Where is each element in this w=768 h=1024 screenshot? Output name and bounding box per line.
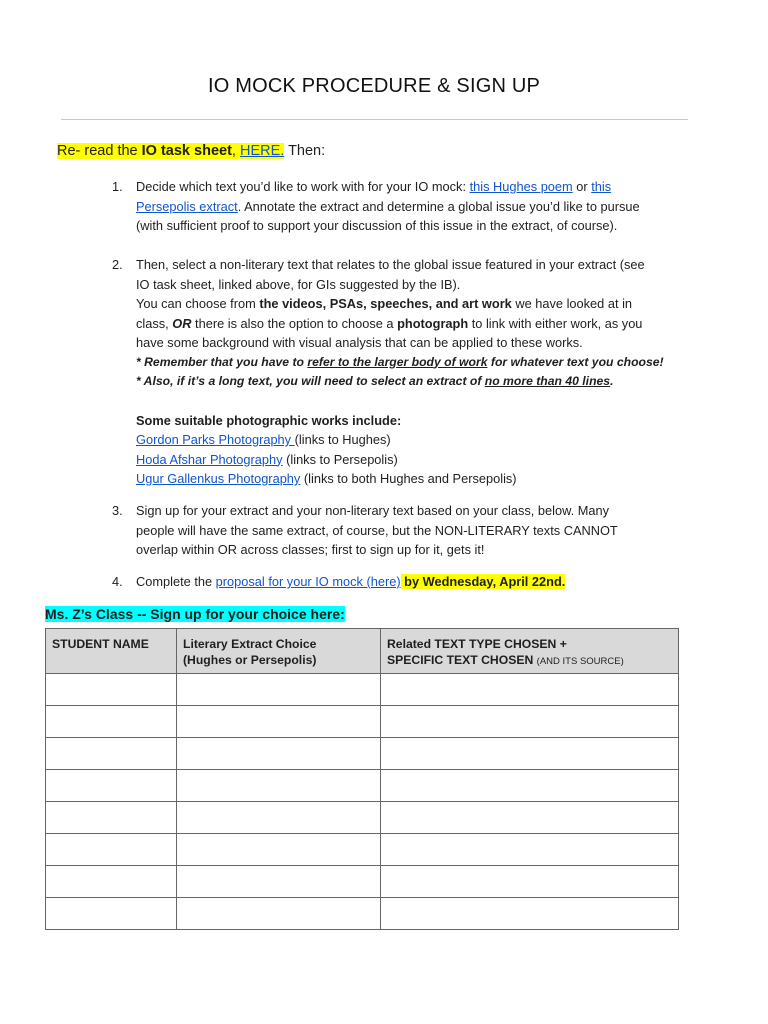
section-heading — [45, 604, 345, 624]
step-2-line-2: IO task sheet, linked above, for GIs suggested by the IB). — [136, 276, 461, 292]
literary-choice-cell[interactable] — [177, 802, 381, 834]
related-text-cell[interactable] — [381, 866, 679, 898]
photo-item-1 — [136, 430, 696, 450]
link-either-text: to link with either work, as you — [468, 315, 643, 331]
intro-line — [57, 142, 325, 160]
step-4-line-1 — [136, 572, 696, 592]
student-name-cell[interactable] — [46, 802, 177, 834]
step-2-line-3 — [136, 294, 696, 314]
step-1-number: 1. — [112, 179, 123, 194]
step-1-line-1 — [136, 177, 696, 197]
step-1-annotate: . Annotate the extract and determine a global issue you’d like to pursue — [237, 198, 640, 214]
literary-choice-cell[interactable] — [177, 706, 381, 738]
photo-item-3 — [136, 469, 696, 489]
choose-from-text: You can choose from — [136, 296, 260, 311]
step-2-number: 2. — [112, 257, 123, 272]
literary-choice-cell[interactable] — [177, 674, 381, 706]
gordon-parks-link[interactable]: Gordon Parks Photography — [136, 432, 295, 447]
header-specific-text: SPECIFIC TEXT CHOSEN — [387, 653, 534, 667]
note-1-underlined: refer to the larger body of work — [307, 354, 488, 369]
table-row — [46, 834, 679, 866]
step-1-or: or — [572, 179, 592, 194]
step-2-line-4 — [136, 314, 696, 334]
table-row — [46, 706, 679, 738]
literary-choice-cell[interactable] — [177, 770, 381, 802]
proposal-link[interactable]: proposal for your IO mock (here) — [215, 574, 401, 589]
related-text-cell[interactable] — [381, 770, 679, 802]
photograph-emphasis: photograph — [397, 315, 469, 331]
student-name-cell[interactable] — [46, 834, 177, 866]
spacer — [136, 392, 696, 411]
or-emphasis: OR — [172, 315, 192, 331]
student-name-cell[interactable] — [46, 898, 177, 930]
persepolis-link-part-1[interactable]: this — [591, 179, 612, 194]
note-larger-body — [136, 353, 696, 373]
student-name-cell[interactable] — [46, 866, 177, 898]
table-body — [46, 674, 679, 930]
task-sheet-link[interactable]: HERE. — [239, 143, 285, 159]
intro-suffix: Then: — [284, 143, 326, 159]
note-line-limit — [136, 372, 696, 392]
header-literary-line-2: (Hughes or Persepolis) — [183, 653, 317, 667]
table-row — [46, 802, 679, 834]
photo-heading: Some suitable photographic works include: — [136, 412, 402, 428]
note-2-end: . — [610, 374, 614, 388]
related-text-cell[interactable] — [381, 674, 679, 706]
intro-task-sheet: IO task sheet — [141, 143, 232, 159]
class-text: class, — [136, 315, 173, 331]
step-3-line-3: overlap within OR across classes; first to sign up for it, gets it! — [136, 542, 485, 557]
photo-1-note: (links to Hughes) — [294, 432, 391, 447]
literary-choice-cell[interactable] — [177, 866, 381, 898]
hoda-afshar-link[interactable]: Hoda Afshar Photography — [136, 451, 283, 467]
looked-at-text: we have looked at in — [511, 296, 633, 311]
student-name-cell[interactable] — [46, 674, 177, 706]
header-related-text — [381, 629, 679, 674]
step-2-line-5: have some background with visual analysis that can be applied to these works. — [136, 335, 583, 350]
student-name-cell[interactable] — [46, 770, 177, 802]
table-row — [46, 770, 679, 802]
intro-comma: , — [231, 143, 240, 159]
header-student-name: STUDENT NAME — [46, 629, 177, 674]
signup-table — [45, 628, 679, 930]
option-text: there is also the option to choose a — [191, 315, 398, 331]
header-literary-choice — [177, 629, 381, 674]
note-1-end: for whatever text you choose! — [487, 354, 664, 369]
step-3-line-2: people will have the same extract, of course, but the NON-LITERARY texts CANNOT — [136, 522, 618, 538]
table-row — [46, 866, 679, 898]
table-row — [46, 738, 679, 770]
step-4 — [136, 572, 696, 592]
header-literary-line-1: Literary Extract Choice — [183, 637, 317, 651]
photo-3-note: (links to both Hughes and Persepolis) — [300, 471, 517, 486]
step-4-number: 4. — [112, 574, 123, 589]
step-3-line-1: Sign up for your extract and your non-literary text based on your class, below. Many — [136, 503, 610, 518]
step-2 — [136, 255, 696, 489]
related-text-cell[interactable] — [381, 706, 679, 738]
step-1-text: Decide which text you’d like to work with for your IO mock: — [136, 179, 470, 194]
header-related-line-1: Related TEXT TYPE CHOSEN + — [387, 637, 567, 651]
table-header-row — [46, 629, 679, 674]
ugur-gallenkus-link[interactable]: Ugur Gallenkus Photography — [136, 471, 301, 486]
section-heading-text: Ms. Z’s Class -- Sign up for your choice here: — [45, 606, 345, 622]
title-divider — [61, 119, 688, 120]
student-name-cell[interactable] — [46, 706, 177, 738]
literary-choice-cell[interactable] — [177, 898, 381, 930]
persepolis-link-part-2[interactable]: Persepolis extract — [136, 198, 238, 214]
note-2-start: * Also, if it’s a long text, you will need to select an extract of — [136, 374, 485, 388]
table-row — [46, 674, 679, 706]
hughes-poem-link[interactable]: this Hughes poem — [469, 179, 573, 194]
photo-item-2 — [136, 450, 696, 470]
photo-2-note: (links to Persepolis) — [282, 451, 398, 467]
choose-options: the videos, PSAs, speeches, and art work — [259, 296, 512, 311]
step-2-line-1: Then, select a non-literary text that relates to the global issue featured in your extract (see — [136, 257, 645, 272]
note-2-underlined: no more than 40 lines — [484, 374, 611, 388]
literary-choice-cell[interactable] — [177, 834, 381, 866]
table-row — [46, 898, 679, 930]
header-source-note: (AND ITS SOURCE) — [536, 656, 624, 667]
deadline: by Wednesday, April 22nd. — [400, 574, 566, 589]
literary-choice-cell[interactable] — [177, 738, 381, 770]
related-text-cell[interactable] — [381, 898, 679, 930]
step-1 — [136, 177, 696, 236]
note-1-start: * Remember that you have to — [136, 354, 308, 369]
related-text-cell[interactable] — [381, 738, 679, 770]
step-3 — [136, 501, 696, 560]
related-text-cell[interactable] — [381, 834, 679, 866]
complete-text: Complete the — [136, 574, 216, 589]
step-1-line-3: (with sufficient proof to support your discussion of this issue in the extract, of course). — [136, 218, 618, 233]
student-name-cell[interactable] — [46, 738, 177, 770]
related-text-cell[interactable] — [381, 802, 679, 834]
header-related-line-2 — [387, 652, 672, 670]
step-3-number: 3. — [112, 503, 123, 518]
intro-highlight — [57, 143, 284, 159]
intro-prefix: Re- read the — [57, 143, 142, 159]
step-1-line-2 — [136, 197, 696, 217]
page-title: IO MOCK PROCEDURE & SIGN UP — [207, 75, 541, 97]
